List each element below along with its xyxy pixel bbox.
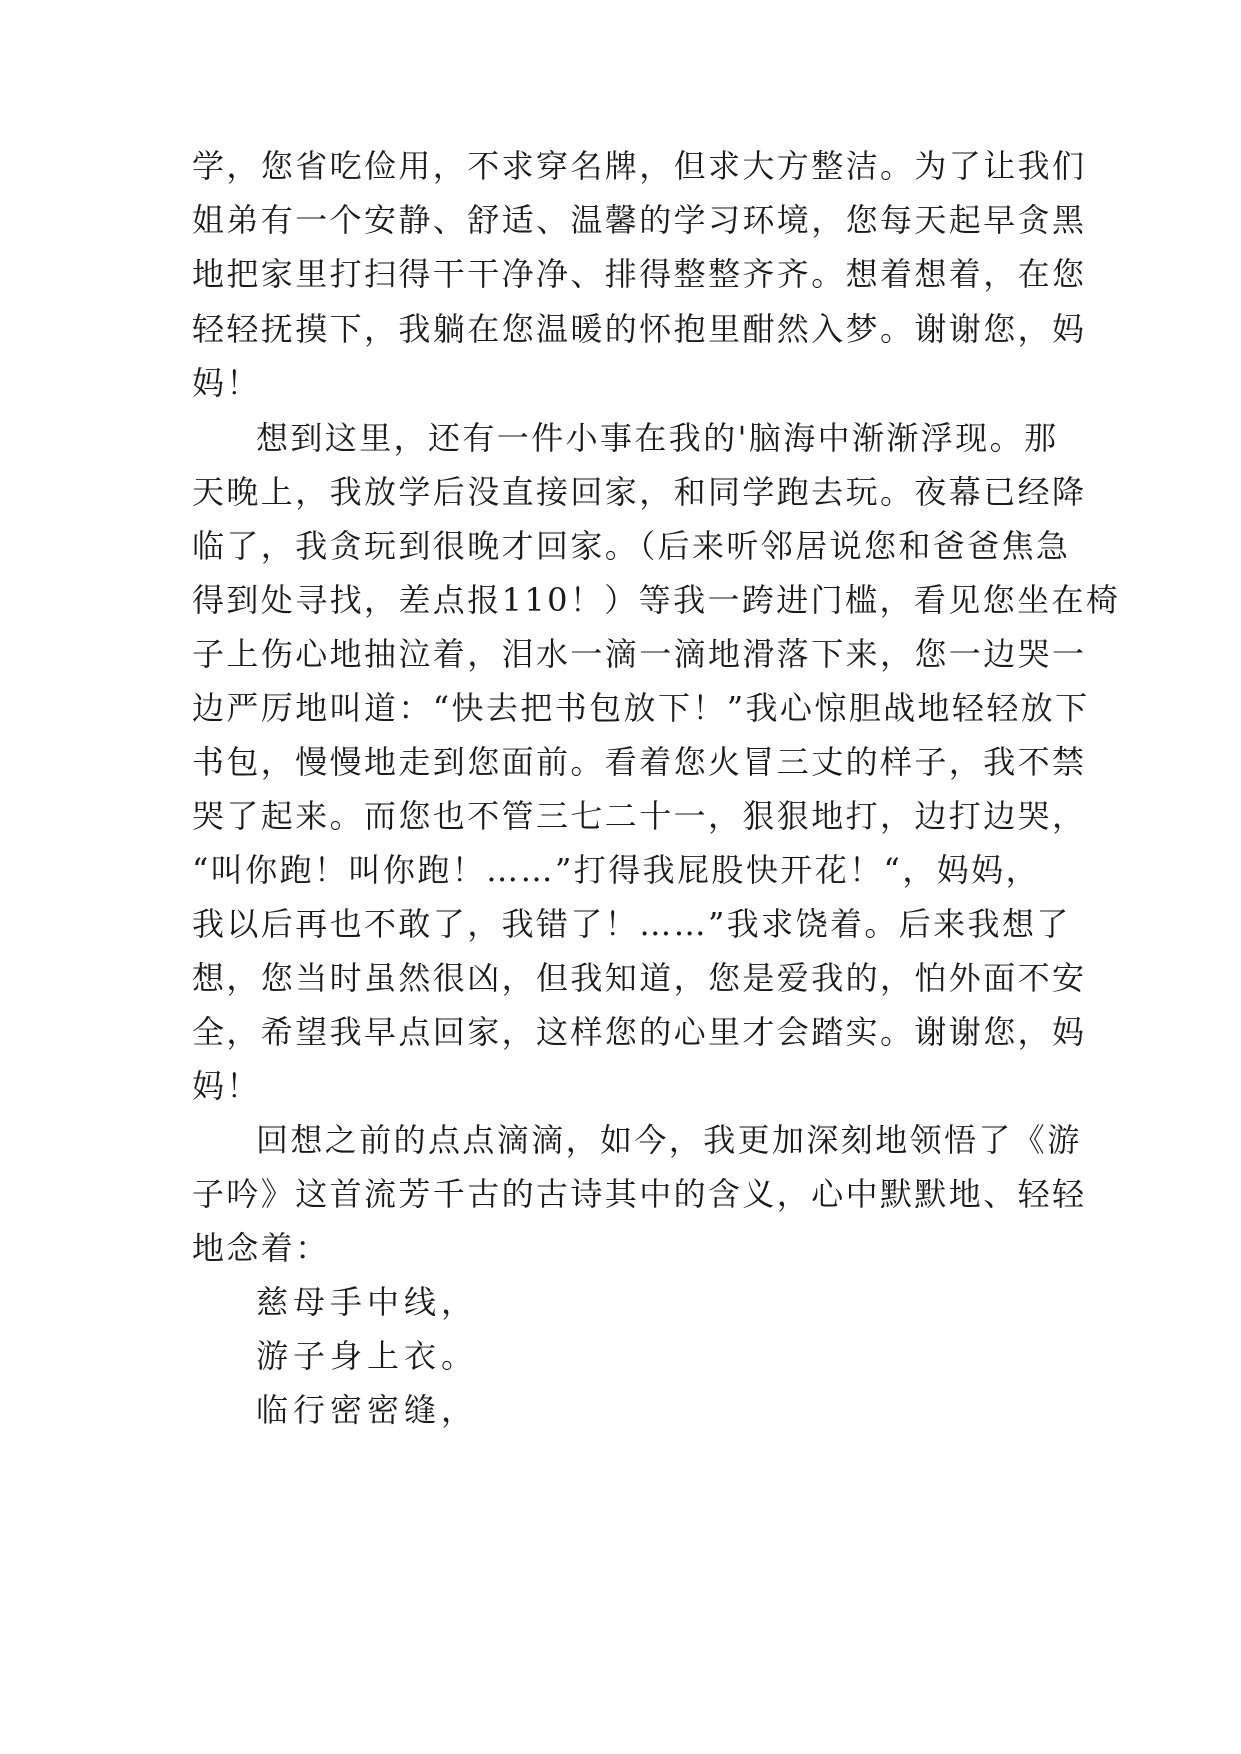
- paragraph-line: 妈！: [192, 364, 261, 402]
- paragraph-line: 哭了起来。而您也不管三七二十一，狠狠地打，边打边哭，: [192, 797, 1087, 835]
- paragraph-line: 我以后再也不敢了，我错了！……”我求饶着。后来我想了: [192, 905, 1071, 943]
- paragraph-line: 书包，慢慢地走到您面前。看着您火冒三丈的样子，我不禁: [192, 743, 1087, 781]
- paragraph-line: 临了，我贪玩到很晚才回家。（后来听邻居说您和爸爸焦急: [192, 527, 1071, 565]
- paragraph-line: 子吟》这首流芳千古的古诗其中的含义，心中默默地、轻轻: [192, 1175, 1087, 1213]
- paragraph-line: 回想之前的点点滴滴，如今，我更加深刻地领悟了《游: [256, 1121, 1082, 1159]
- poem-line: 临行密密缝，: [256, 1391, 479, 1429]
- paragraph-line: 地把家里打扫得干干净净、排得整整齐齐。想着想着，在您: [192, 255, 1087, 293]
- poem-line: 游子身上衣。: [256, 1337, 479, 1375]
- paragraph-line: 子上伤心地抽泣着，泪水一滴一滴地滑落下来，您一边哭一: [192, 635, 1087, 673]
- paragraph-line: 妈！: [192, 1067, 261, 1105]
- paragraph-line: 天晚上，我放学后没直接回家，和同学跑去玩。夜幕已经降: [192, 473, 1087, 511]
- paragraph-line: 轻轻抚摸下，我躺在您温暖的怀抱里酣然入梦。谢谢您，妈: [192, 310, 1087, 348]
- paragraph-line: 全，希望我早点回家，这样您的心里才会踏实。谢谢您，妈: [192, 1013, 1087, 1051]
- paragraph-line: “叫你跑！叫你跑！……”打得我屁股快开花！“，妈妈，: [192, 851, 1040, 889]
- paragraph-line: 得到处寻找，差点报110！）等我一跨进门槛，看见您坐在椅: [192, 581, 1121, 619]
- paragraph-line: 地念着：: [192, 1229, 330, 1267]
- paragraph-line: 姐弟有一个安静、舒适、温馨的学习环境，您每天起早贪黑: [192, 201, 1087, 239]
- paragraph-line: 学，您省吃俭用，不求穿名牌，但求大方整洁。为了让我们: [192, 147, 1087, 185]
- poem-line: 慈母手中线，: [256, 1283, 479, 1321]
- paragraph-line: 边严厉地叫道：“快去把书包放下！”我心惊胆战地轻轻放下: [192, 689, 1090, 727]
- paragraph-line: 想，您当时虽然很凶，但我知道，您是爱我的，怕外面不安: [192, 959, 1087, 997]
- paragraph-line: 想到这里，还有一件小事在我的'脑海中渐渐浮现。那: [256, 419, 1059, 457]
